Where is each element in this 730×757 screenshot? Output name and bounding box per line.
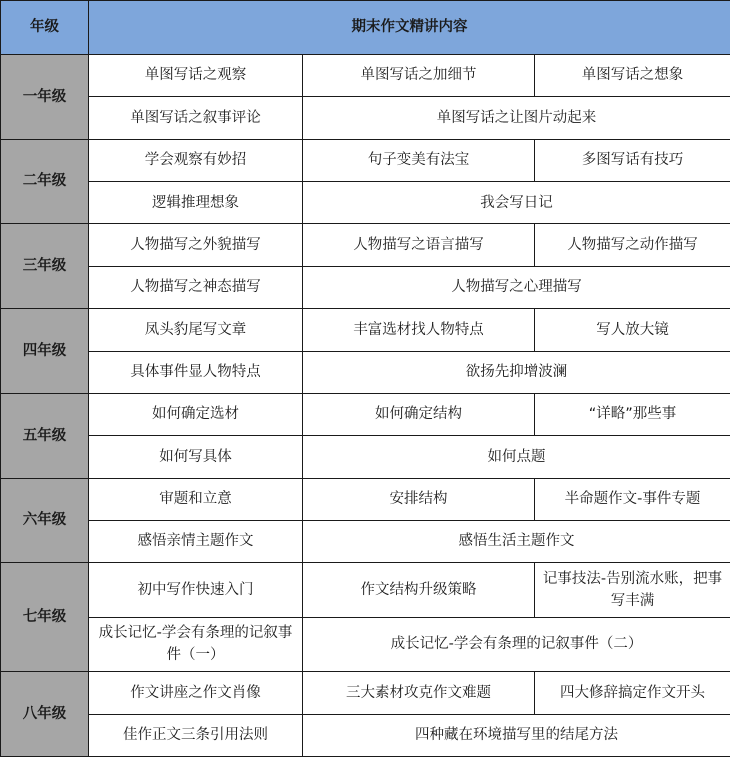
table-row <box>1 714 730 756</box>
topic-cell: 人物描写之心理描写 <box>303 266 730 308</box>
table-row <box>1 97 730 139</box>
grade-label: 四年级 <box>1 309 89 394</box>
table-row <box>1 478 730 520</box>
topic-cell: 单图写话之加细节 <box>303 55 535 97</box>
topic-cell: 多图写话有技巧 <box>535 139 730 181</box>
grade-label: 七年级 <box>1 563 89 672</box>
grade-label: 八年级 <box>1 672 89 757</box>
table-row <box>1 520 730 562</box>
topic-cell: 欲扬先抑增波澜 <box>303 351 730 393</box>
table-row <box>1 224 730 266</box>
topic-cell: 如何点题 <box>303 436 730 478</box>
topic-cell: 感悟生活主题作文 <box>303 520 730 562</box>
topic-cell: 成长记忆-学会有条理的记叙事件（一） <box>89 617 303 671</box>
topic-cell: 凤头豹尾写文章 <box>89 309 303 351</box>
topic-cell: 人物描写之外貌描写 <box>89 224 303 266</box>
topic-cell: 单图写话之叙事评论 <box>89 97 303 139</box>
topic-cell: 如何确定选材 <box>89 393 303 435</box>
topic-cell: “详略”那些事 <box>535 393 730 435</box>
topic-cell: 单图写话之让图片动起来 <box>303 97 730 139</box>
topic-cell: 具体事件显人物特点 <box>89 351 303 393</box>
header-row <box>1 1 730 55</box>
table-row <box>1 139 730 181</box>
topic-cell: 作文讲座之作文肖像 <box>89 672 303 714</box>
table-row <box>1 351 730 393</box>
topic-cell: 如何写具体 <box>89 436 303 478</box>
grade-label: 一年级 <box>1 55 89 140</box>
topic-cell: 单图写话之观察 <box>89 55 303 97</box>
topic-cell: 句子变美有法宝 <box>303 139 535 181</box>
topic-cell: 感悟亲情主题作文 <box>89 520 303 562</box>
topic-cell: 人物描写之动作描写 <box>535 224 730 266</box>
topic-cell: 审题和立意 <box>89 478 303 520</box>
topic-cell: 初中写作快速入门 <box>89 563 303 617</box>
table-row <box>1 617 730 671</box>
topic-cell: 作文结构升级策略 <box>303 563 535 617</box>
content-column-header: 期末作文精讲内容 <box>89 1 730 55</box>
topic-cell: 学会观察有妙招 <box>89 139 303 181</box>
table-row <box>1 436 730 478</box>
topic-cell: 四大修辞搞定作文开头 <box>535 672 730 714</box>
topic-cell: 我会写日记 <box>303 182 730 224</box>
grade-column-header: 年级 <box>1 1 89 55</box>
topic-cell: 成长记忆-学会有条理的记叙事件（二） <box>303 617 730 671</box>
topic-cell: 写人放大镜 <box>535 309 730 351</box>
grade-label: 五年级 <box>1 393 89 478</box>
topic-cell: 如何确定结构 <box>303 393 535 435</box>
topic-cell: 安排结构 <box>303 478 535 520</box>
topic-cell: 三大素材攻克作文难题 <box>303 672 535 714</box>
table-row <box>1 672 730 714</box>
table-row <box>1 309 730 351</box>
topic-cell: 人物描写之语言描写 <box>303 224 535 266</box>
grade-label: 三年级 <box>1 224 89 309</box>
topic-cell: 佳作正文三条引用法则 <box>89 714 303 756</box>
topic-cell: 单图写话之想象 <box>535 55 730 97</box>
grade-label: 二年级 <box>1 139 89 224</box>
topic-cell: 丰富选材找人物特点 <box>303 309 535 351</box>
topic-cell: 半命题作文-事件专题 <box>535 478 730 520</box>
topic-cell: 逻辑推理想象 <box>89 182 303 224</box>
table-row <box>1 55 730 97</box>
grade-label: 六年级 <box>1 478 89 563</box>
table-row <box>1 393 730 435</box>
topic-cell: 人物描写之神态描写 <box>89 266 303 308</box>
table-row <box>1 266 730 308</box>
topic-cell: 四种藏在环境描写里的结尾方法 <box>303 714 730 756</box>
table-row <box>1 182 730 224</box>
table-row <box>1 563 730 617</box>
topic-cell: 记事技法-告别流水账，把事写丰满 <box>535 563 730 617</box>
